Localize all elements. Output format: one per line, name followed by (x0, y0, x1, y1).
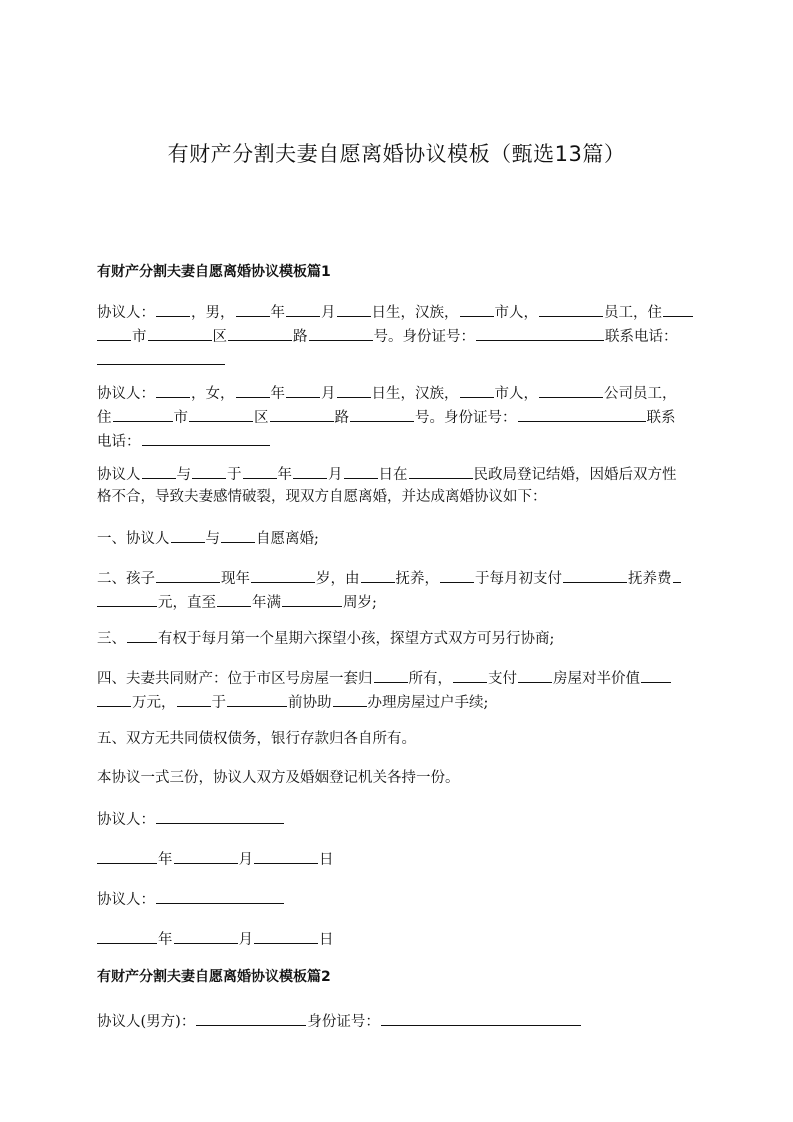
text: 协议人： (97, 386, 155, 402)
blank (673, 566, 681, 583)
blank (127, 626, 157, 643)
blank (270, 405, 334, 422)
blank (221, 526, 255, 543)
text: 联系 (646, 410, 676, 426)
party-male-paragraph (97, 300, 697, 372)
blank (453, 666, 487, 683)
text: 于 (227, 467, 242, 483)
text: 市 (173, 410, 188, 426)
text: 协议人(男方)： (97, 1014, 196, 1030)
text: 月 (321, 386, 336, 402)
text: 住 (97, 410, 112, 426)
text: 市人， (494, 386, 538, 402)
text: 年 (277, 467, 292, 483)
document-title: 有财产分割夫妻自愿离婚协议模板（甄选13篇） (167, 142, 626, 166)
date-line-2 (97, 927, 697, 951)
text: 二、孩子 (97, 571, 155, 587)
text: 电话： (97, 434, 141, 450)
text: 协议人： (97, 892, 155, 908)
date-line-1 (97, 847, 697, 871)
blank (97, 847, 157, 864)
text: 联系电话： (605, 329, 678, 345)
text: 月 (238, 932, 253, 948)
text: 路 (334, 410, 349, 426)
text: 月 (238, 852, 253, 868)
clause-2 (97, 566, 697, 614)
blank (217, 590, 251, 607)
text: 与 (176, 467, 191, 483)
text: 区 (254, 410, 269, 426)
text: 协议人 (97, 467, 141, 483)
blank (641, 666, 671, 683)
text: 于每月初支付 (475, 571, 562, 587)
text: ，女， (191, 386, 235, 402)
text: 年 (270, 305, 285, 321)
signature-blank (156, 807, 284, 824)
blank (518, 666, 552, 683)
text: 员工，住 (604, 305, 662, 321)
blank (350, 405, 414, 422)
blank (361, 566, 395, 583)
text: 于 (211, 695, 226, 711)
blank (196, 1009, 306, 1026)
text: 一、协议人 (97, 531, 170, 547)
blank (228, 324, 292, 341)
blank (142, 429, 270, 446)
text: 年 (270, 386, 285, 402)
text: 房屋对半价值 (553, 671, 640, 687)
blank (171, 526, 205, 543)
text: 路 (293, 329, 308, 345)
blank (174, 847, 238, 864)
blank (156, 566, 220, 583)
blank (97, 690, 131, 707)
blank (309, 324, 373, 341)
text: 支付 (488, 671, 517, 687)
text: 前协助 (288, 695, 332, 711)
blank (174, 927, 238, 944)
blank (286, 381, 320, 398)
blank (156, 300, 190, 317)
blank (236, 300, 270, 317)
party-male-line (97, 1009, 697, 1033)
blank (337, 300, 371, 317)
blank (460, 300, 494, 317)
text: 抚养费 (628, 571, 672, 587)
marriage-paragraph (97, 462, 697, 508)
text: 号。身份证号： (415, 410, 517, 426)
text: 日 (319, 852, 334, 868)
text: 与 (205, 531, 220, 547)
text: 协议人： (97, 305, 155, 321)
clause-3 (97, 626, 697, 650)
text: ，男， (191, 305, 235, 321)
text: 办理房屋过户手续; (367, 695, 489, 711)
blank (663, 300, 693, 317)
text: 公司员工， (604, 386, 677, 402)
text: 日生，汉族， (371, 386, 459, 402)
blank (286, 300, 320, 317)
blank (381, 1009, 581, 1026)
clause-4 (97, 666, 697, 714)
blank (518, 405, 646, 422)
blank (333, 690, 367, 707)
text: 有权于每月第一个星期六探望小孩，探望方式双方可另行协商; (158, 631, 555, 647)
blank (236, 381, 270, 398)
blank (440, 566, 474, 583)
blank (539, 300, 603, 317)
text: 月 (321, 305, 336, 321)
blank (251, 566, 315, 583)
text: 自愿离婚; (256, 531, 319, 547)
text: 日生，汉族， (371, 305, 459, 321)
blank (97, 324, 131, 341)
blank (374, 666, 408, 683)
blank (156, 381, 190, 398)
clause-5: 五、双方无共同债权债务，银行存款归各自所有。 (97, 731, 416, 747)
blank (97, 590, 157, 607)
text: 万元， (132, 695, 176, 711)
text: 民政局登记结婚，因婚后双方性 (473, 467, 677, 483)
blank (192, 462, 226, 479)
blank (460, 381, 494, 398)
text: 周岁; (343, 595, 377, 611)
section-heading-2: 有财产分割夫妻自愿离婚协议模板篇2 (97, 969, 331, 985)
blank (97, 348, 225, 365)
blank (539, 381, 603, 398)
blank (344, 462, 378, 479)
signature-line-2 (97, 887, 697, 911)
blank (148, 324, 212, 341)
closing-statement: 本协议一式三份，协议人双方及婚姻登记机关各持一份。 (97, 770, 460, 786)
blank (254, 927, 318, 944)
text: 所有， (408, 671, 452, 687)
section-heading-1: 有财产分割夫妻自愿离婚协议模板篇1 (97, 264, 331, 280)
text: 日在 (378, 467, 408, 483)
text: 号。身份证号： (373, 329, 475, 345)
text: 市人， (494, 305, 538, 321)
text: 现年 (221, 571, 250, 587)
blank (282, 590, 342, 607)
text: 月 (328, 467, 343, 483)
text: 区 (212, 329, 227, 345)
party-female-paragraph (97, 381, 697, 453)
text: 格不合，导致夫妻感情破裂，现双方自愿离婚，并达成离婚协议如下： (97, 489, 547, 505)
blank (254, 847, 318, 864)
text: 日 (319, 932, 334, 948)
blank (97, 927, 157, 944)
text: 三、 (97, 631, 126, 647)
text: 年 (158, 932, 173, 948)
blank (142, 462, 176, 479)
blank (189, 405, 253, 422)
text: 身份证号： (307, 1014, 380, 1030)
blank (113, 405, 173, 422)
text: 抚养， (395, 571, 439, 587)
text: 协议人： (97, 812, 155, 828)
blank (409, 462, 473, 479)
blank (243, 462, 277, 479)
signature-line-1 (97, 807, 697, 831)
blank (337, 381, 371, 398)
blank (227, 690, 287, 707)
text: 年 (158, 852, 173, 868)
blank (476, 324, 604, 341)
text: 市 (132, 329, 147, 345)
blank (293, 462, 327, 479)
blank (177, 690, 211, 707)
signature-blank (156, 887, 284, 904)
blank (563, 566, 627, 583)
text: 四、夫妻共同财产：位于市区号房屋一套归 (97, 671, 373, 687)
text: 岁，由 (316, 571, 360, 587)
text: 元，直至 (158, 595, 216, 611)
text: 年满 (252, 595, 281, 611)
clause-1 (97, 526, 697, 550)
